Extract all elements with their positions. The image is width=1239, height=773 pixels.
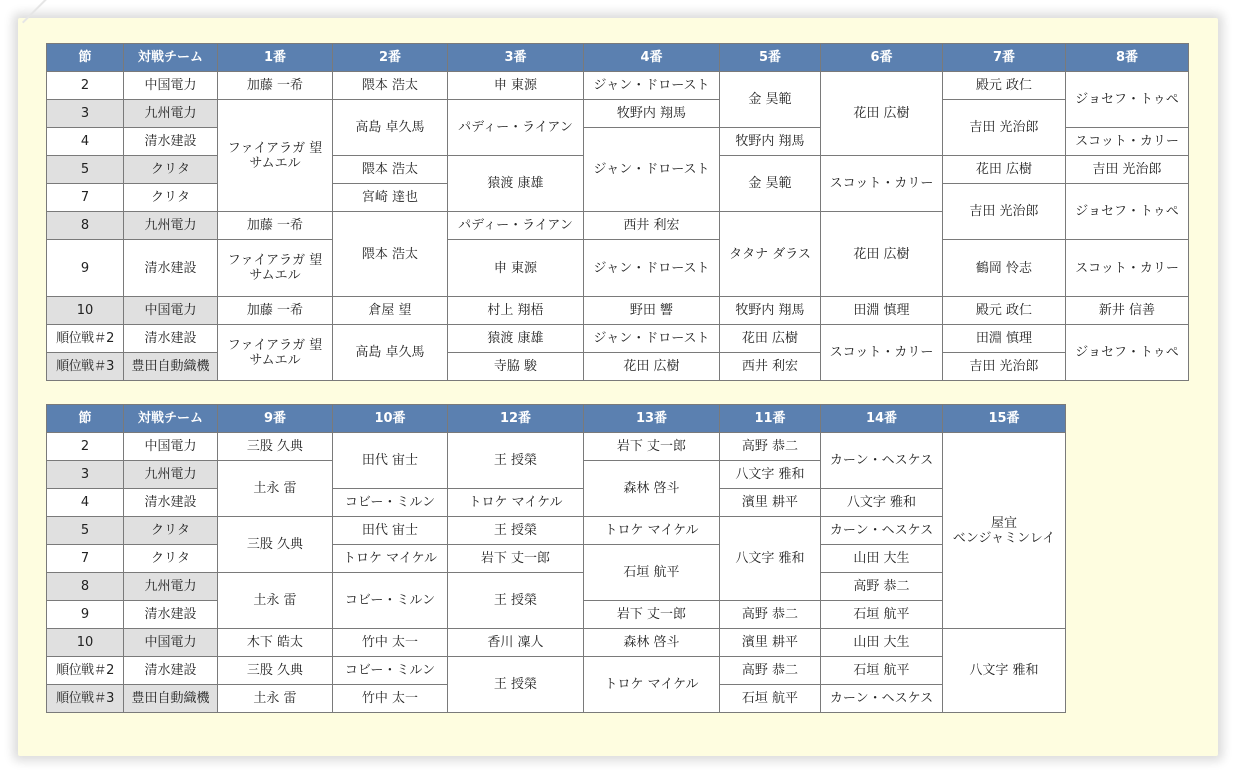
player-cell: 猿渡 康雄: [448, 325, 584, 353]
col-header-no10: 10番: [333, 405, 448, 433]
player-cell: 西井 利宏: [720, 353, 821, 381]
opponent-cell: 九州電力: [124, 212, 218, 240]
table-row: [47, 629, 1066, 657]
player-cell: 金 昊範: [720, 72, 821, 128]
table-row: [47, 517, 1066, 545]
player-cell: ファイアラガ 望 サムエル: [218, 100, 333, 212]
col-header-no12: 12番: [448, 405, 584, 433]
col-header-no11: 11番: [720, 405, 821, 433]
player-cell: 宮崎 達也: [333, 184, 448, 212]
round-cell: 7: [47, 184, 124, 212]
player-cell: パディー・ライアン: [448, 100, 584, 156]
opponent-cell: 中国電力: [124, 433, 218, 461]
player-cell: 八文字 雅和: [720, 517, 821, 601]
player-cell: コビー・ミルン: [333, 573, 448, 629]
player-cell: パディー・ライアン: [448, 212, 584, 240]
col-header-no3: 3番: [448, 44, 584, 72]
round-cell: 順位戦＃2: [47, 657, 124, 685]
player-cell: カーン・ヘスケス: [821, 517, 943, 545]
player-cell: 石垣 航平: [584, 545, 720, 601]
player-cell: 花田 広樹: [943, 156, 1066, 184]
player-cell: 西井 利宏: [584, 212, 720, 240]
col-header-opponent: 対戦チーム: [124, 44, 218, 72]
player-cell: 高島 卓久馬: [333, 100, 448, 156]
player-cell: 鶴岡 怜志: [943, 240, 1066, 297]
player-cell: タタナ ダラス: [720, 212, 821, 297]
opponent-cell: 清水建設: [124, 128, 218, 156]
player-cell: ファイアラガ 望 サムエル: [218, 240, 333, 297]
table-row: [47, 657, 1066, 685]
player-cell: 土永 雷: [218, 461, 333, 517]
player-cell: 山田 大生: [821, 629, 943, 657]
opponent-cell: 九州電力: [124, 100, 218, 128]
opponent-cell: 九州電力: [124, 573, 218, 601]
opponent-cell: 豊田自動織機: [124, 685, 218, 713]
player-cell: 濱里 耕平: [720, 489, 821, 517]
col-header-no15: 15番: [943, 405, 1066, 433]
player-cell: 田代 宙士: [333, 517, 448, 545]
player-cell: 石垣 航平: [720, 685, 821, 713]
player-cell: 土永 雷: [218, 685, 333, 713]
player-cell: 濱里 耕平: [720, 629, 821, 657]
player-cell: 八文字 雅和: [821, 489, 943, 517]
col-header-no5: 5番: [720, 44, 821, 72]
player-cell: 田淵 慎理: [943, 325, 1066, 353]
opponent-cell: 清水建設: [124, 325, 218, 353]
player-cell: 花田 広樹: [821, 212, 943, 297]
player-cell: スコット・カリー: [1066, 128, 1189, 156]
player-cell: 王 授榮: [448, 517, 584, 545]
player-cell: トロケ マイケル: [584, 517, 720, 545]
opponent-cell: 清水建設: [124, 489, 218, 517]
round-cell: 3: [47, 461, 124, 489]
player-cell: 八文字 雅和: [720, 461, 821, 489]
player-cell: 三股 久典: [218, 517, 333, 573]
opponent-cell: 中国電力: [124, 629, 218, 657]
player-cell: 岩下 丈一郎: [584, 433, 720, 461]
player-cell: 吉田 光治郎: [1066, 156, 1189, 184]
player-cell: ジョセフ・トゥペ: [1066, 325, 1189, 381]
lineup-table-2: [46, 404, 1066, 713]
player-cell: 岩下 丈一郎: [448, 545, 584, 573]
player-cell: ジョセフ・トゥペ: [1066, 72, 1189, 128]
player-cell: 石垣 航平: [821, 601, 943, 629]
player-cell: 牧野内 翔馬: [584, 100, 720, 128]
player-cell: 高野 恭二: [720, 433, 821, 461]
player-cell: 隈本 浩太: [333, 156, 448, 184]
col-header-round: 節: [47, 44, 124, 72]
player-cell: 森林 啓斗: [584, 461, 720, 517]
player-cell: 野田 響: [584, 297, 720, 325]
table-row: [47, 72, 1189, 100]
player-cell: 倉屋 望: [333, 297, 448, 325]
round-cell: 順位戦＃3: [47, 685, 124, 713]
player-cell: 香川 凜人: [448, 629, 584, 657]
player-cell: 加藤 一希: [218, 72, 333, 100]
player-cell: コビー・ミルン: [333, 489, 448, 517]
round-cell: 4: [47, 128, 124, 156]
player-cell: 土永 雷: [218, 573, 333, 629]
opponent-cell: クリタ: [124, 545, 218, 573]
player-cell: 竹中 太一: [333, 685, 448, 713]
player-cell: 高島 卓久馬: [333, 325, 448, 381]
opponent-cell: クリタ: [124, 184, 218, 212]
player-cell: スコット・カリー: [821, 325, 943, 381]
table-row: [47, 545, 1066, 573]
round-cell: 2: [47, 433, 124, 461]
player-cell: 花田 広樹: [720, 325, 821, 353]
player-cell: 王 授榮: [448, 657, 584, 713]
round-cell: 順位戦＃2: [47, 325, 124, 353]
player-cell: ジャン・ドロースト: [584, 240, 720, 297]
player-cell: カーン・ヘスケス: [821, 433, 943, 489]
player-cell: 木下 皓太: [218, 629, 333, 657]
round-cell: 10: [47, 297, 124, 325]
opponent-cell: クリタ: [124, 156, 218, 184]
opponent-cell: 清水建設: [124, 240, 218, 297]
round-cell: 9: [47, 601, 124, 629]
col-header-no13: 13番: [584, 405, 720, 433]
opponent-cell: 豊田自動織機: [124, 353, 218, 381]
player-cell: 村上 翔梧: [448, 297, 584, 325]
col-header-no14: 14番: [821, 405, 943, 433]
player-cell: 花田 広樹: [584, 353, 720, 381]
player-cell: 竹中 太一: [333, 629, 448, 657]
col-header-no6: 6番: [821, 44, 943, 72]
table-row: [47, 100, 1189, 128]
table-row: [47, 325, 1189, 353]
header-row: [47, 405, 1066, 433]
player-cell: 高野 恭二: [720, 657, 821, 685]
player-cell: 花田 広樹: [821, 72, 943, 156]
player-cell: 金 昊範: [720, 156, 821, 212]
round-cell: 8: [47, 573, 124, 601]
col-header-no2: 2番: [333, 44, 448, 72]
player-cell: 田代 宙士: [333, 433, 448, 489]
player-cell: ジャン・ドロースト: [584, 128, 720, 212]
table-row: [47, 240, 1189, 297]
player-cell: ジャン・ドロースト: [584, 72, 720, 100]
round-cell: 10: [47, 629, 124, 657]
col-header-no7: 7番: [943, 44, 1066, 72]
opponent-cell: 九州電力: [124, 461, 218, 489]
player-cell: トロケ マイケル: [333, 545, 448, 573]
player-cell: 王 授榮: [448, 433, 584, 489]
opponent-cell: 中国電力: [124, 72, 218, 100]
table-row: [47, 489, 1066, 517]
player-cell: 三股 久典: [218, 433, 333, 461]
player-cell: 王 授榮: [448, 573, 584, 629]
opponent-cell: 清水建設: [124, 657, 218, 685]
player-cell: 新井 信善: [1066, 297, 1189, 325]
opponent-cell: クリタ: [124, 517, 218, 545]
player-cell: 吉田 光治郎: [943, 100, 1066, 156]
player-cell: 殿元 政仁: [943, 72, 1066, 100]
player-cell: コビー・ミルン: [333, 657, 448, 685]
table-row: [47, 433, 1066, 461]
table-row: [47, 573, 1066, 601]
player-cell: 八文字 雅和: [943, 629, 1066, 713]
player-cell: 隈本 浩太: [333, 212, 448, 297]
player-cell: スコット・カリー: [1066, 240, 1189, 297]
player-cell: ジョセフ・トゥペ: [1066, 184, 1189, 240]
player-cell: 岩下 丈一郎: [584, 601, 720, 629]
player-cell: 三股 久典: [218, 657, 333, 685]
player-cell: スコット・カリー: [821, 156, 943, 212]
round-cell: 2: [47, 72, 124, 100]
opponent-cell: 中国電力: [124, 297, 218, 325]
round-cell: 8: [47, 212, 124, 240]
col-header-no1: 1番: [218, 44, 333, 72]
player-cell: 高野 恭二: [720, 601, 821, 629]
player-cell: 高野 恭二: [821, 573, 943, 601]
player-cell: 隈本 浩太: [333, 72, 448, 100]
col-header-no9: 9番: [218, 405, 333, 433]
opponent-cell: 清水建設: [124, 601, 218, 629]
player-cell: 石垣 航平: [821, 657, 943, 685]
player-cell: 田淵 慎理: [821, 297, 943, 325]
round-cell: 5: [47, 156, 124, 184]
round-cell: 9: [47, 240, 124, 297]
col-header-round: 節: [47, 405, 124, 433]
player-cell: トロケ マイケル: [584, 657, 720, 713]
player-cell: 吉田 光治郎: [943, 353, 1066, 381]
table-row: [47, 297, 1189, 325]
player-cell: 申 東源: [448, 240, 584, 297]
round-cell: 4: [47, 489, 124, 517]
player-cell: ファイアラガ 望 サムエル: [218, 325, 333, 381]
player-cell: 猿渡 康雄: [448, 156, 584, 212]
player-cell: カーン・ヘスケス: [821, 685, 943, 713]
player-cell: 殿元 政仁: [943, 297, 1066, 325]
player-cell: 寺脇 駿: [448, 353, 584, 381]
col-header-opponent: 対戦チーム: [124, 405, 218, 433]
player-cell: 山田 大生: [821, 545, 943, 573]
player-cell: トロケ マイケル: [448, 489, 584, 517]
player-cell: 加藤 一希: [218, 297, 333, 325]
round-cell: 7: [47, 545, 124, 573]
round-cell: 3: [47, 100, 124, 128]
player-cell: 屋宜 ベンジャミンレイ: [943, 433, 1066, 629]
lineup-table-1: [46, 43, 1189, 381]
header-row: [47, 44, 1189, 72]
round-cell: 5: [47, 517, 124, 545]
player-cell: 牧野内 翔馬: [720, 128, 821, 156]
player-cell: 申 東源: [448, 72, 584, 100]
col-header-no4: 4番: [584, 44, 720, 72]
player-cell: 吉田 光治郎: [943, 184, 1066, 240]
col-header-no8: 8番: [1066, 44, 1189, 72]
round-cell: 順位戦＃3: [47, 353, 124, 381]
player-cell: 森林 啓斗: [584, 629, 720, 657]
player-cell: ジャン・ドロースト: [584, 325, 720, 353]
player-cell: 牧野内 翔馬: [720, 297, 821, 325]
player-cell: 加藤 一希: [218, 212, 333, 240]
